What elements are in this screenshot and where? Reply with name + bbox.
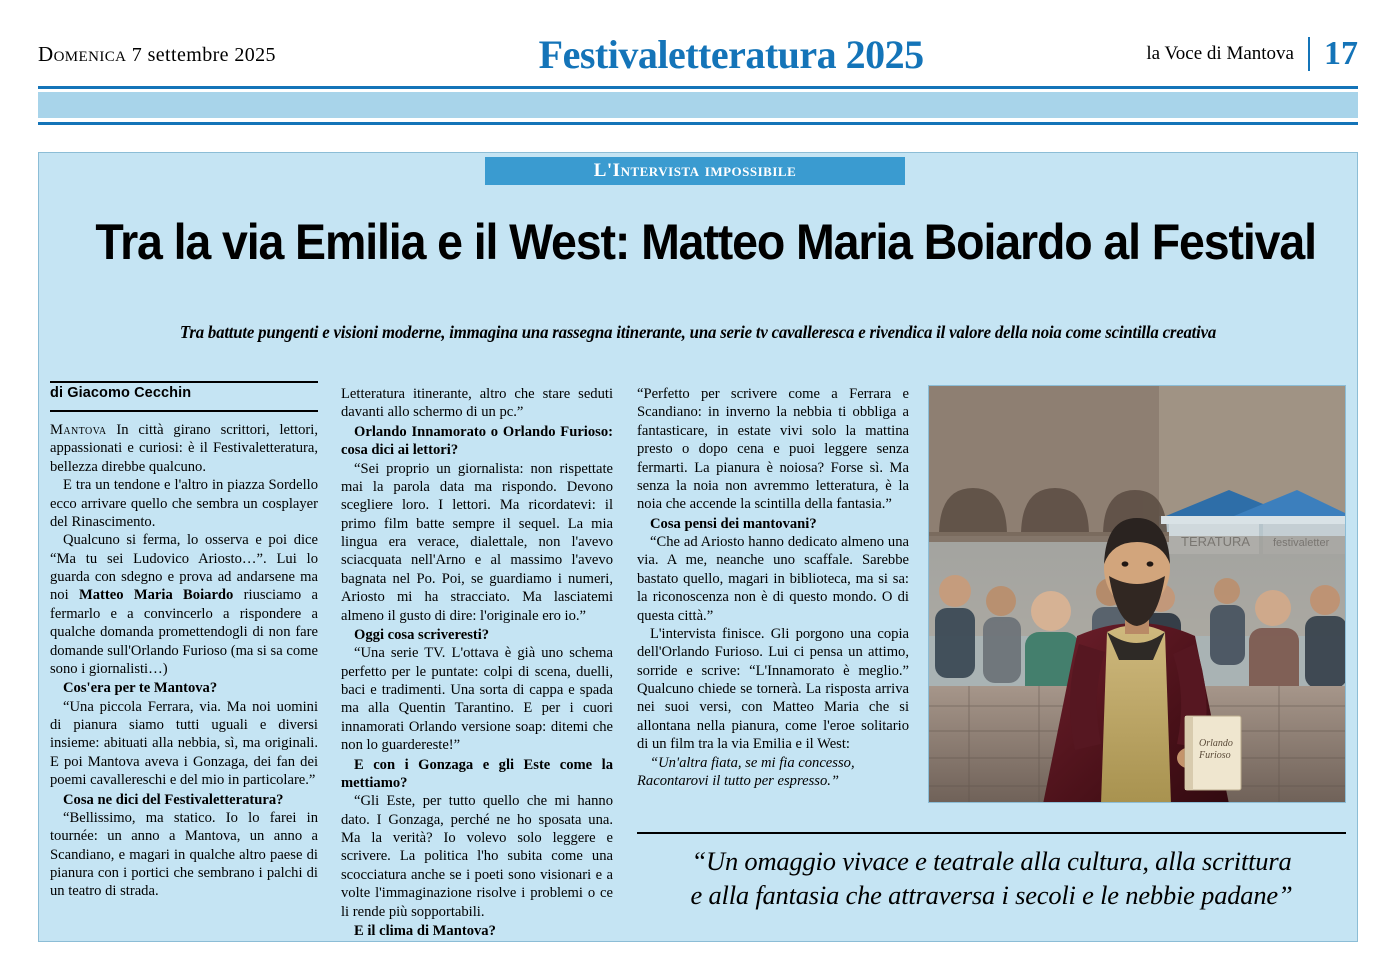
- question: E con i Gonzaga e gli Este come la mettiamo?: [341, 756, 613, 791]
- byline-rule-top: [50, 381, 318, 383]
- question: Orlando Innamorato o Orlando Furioso: cosa dici ai lettori?: [341, 423, 613, 459]
- answer: “Gli Este, per tutto quello che mi hanno dato. I Gonzaga, perché ne ho sposata una. Ma la verità? Io volevo solo leggere e scrivere. La politica l'ho subita come una scocciatura anche se i poeti sono visionari e a volte l'immaginazione risolve i problemi o ce li rende più sopportabili.: [341, 793, 613, 920]
- answer: “Una piccola Ferrara, via. Ma noi uomini di pianura siamo tutti uguali e diversi insieme: abituati alla nebbia, sì, ma originali. E poi Mantova aveva i Gonzaga, dei fan dei poemi cavallereschi e del mio in particolare.”: [50, 698, 318, 789]
- masthead-weekday: Domenica: [38, 41, 127, 66]
- article-headline: Tra la via Emilia e il West: Matteo Maria Boiardo al Festival: [95, 214, 1316, 270]
- masthead: [38, 24, 1358, 84]
- paragraph-text: In città girano scrittori, lettori, appassionati e curiosi: è il Festivaletteratura, bellezza direbbe qualcuno.: [50, 422, 318, 475]
- svg-text:Furioso: Furioso: [1199, 750, 1231, 761]
- pullquote-rule: [637, 832, 1346, 834]
- masthead-right: [1146, 35, 1358, 73]
- paragraph: E tra un tendone e l'altro in piazza Sordello ecco arrivare quello che sembra un cosplayer del Rinascimento.: [50, 477, 318, 530]
- page-number: 17: [1323, 35, 1358, 72]
- masthead-title: Festivaletteratura 2025: [538, 31, 924, 77]
- article-kicker: L'Intervista impossibile: [485, 157, 905, 185]
- photo-illustration: [929, 386, 1346, 803]
- paragraph: [50, 531, 318, 678]
- masthead-date: [38, 42, 276, 67]
- masthead-date-value: 7 settembre 2025: [131, 43, 276, 66]
- masthead-divider: [1308, 37, 1310, 71]
- question: Oggi cosa scriveresti?: [354, 626, 490, 643]
- book: [1185, 716, 1241, 790]
- answer: “Bellissimo, ma statico. Io lo farei in tournée: un anno a Mantova, un anno a Scandiano, e magari in qualche altro paese di pianura con i portici che sembrano i palchi di un teatro di strada.: [50, 809, 318, 900]
- paragraph: Letteratura itinerante, altro che stare seduti davanti allo schermo di un pc.”: [341, 386, 613, 421]
- masthead-rule-top: [38, 86, 1358, 89]
- article-subhead: Tra battute pungenti e visioni moderne, immagina una rassegna itinerante, una serie tv cavalleresca e rivendica il valore della noia come scintilla creativa: [179, 322, 1217, 342]
- paragraph-text: riusciamo a fermarlo e a convincerlo a rispondere a qualche domanda promettendogli di non fare domande sull'Orlando Furioso (ma si sa come sono i giornalisti…): [50, 587, 318, 677]
- paragraph: “Perfetto per scrivere come a Ferrara e Scandiano: in inverno la nebbia ti obbliga a fantasticare, in estate vivi solo la mattina presto o dopo cena e puoi leggere senza fermarti. La pianura è noiosa? Forse sì. Ma senza la noia non avremmo letteratura, è la noia che accende la scintilla della fantasia.”: [637, 386, 909, 513]
- subject-name: Matteo Maria Boiardo: [78, 587, 234, 604]
- svg-text:Orlando: Orlando: [1199, 738, 1233, 749]
- pullquote-line: e alla fantasia che attraversa i secoli e le nebbie padane”: [690, 879, 1293, 910]
- verse-line: “Un'altra fiata, se mi fia concesso,: [650, 754, 855, 771]
- answer: “Una serie TV. L'ottava è già uno schema perfetto per le puntate: colpi di scena, duelli, baci e tradimenti. Una sorta di cappa e spada ma alla Quentin Tarantino. E per i cuori innamorati Orlando versione soap: ditemi che non lo guardereste!”: [341, 645, 613, 754]
- article-column-2: [341, 385, 613, 940]
- pullquote-line: “Un omaggio vivace e teatrale alla cultura, alla scrittura: [691, 846, 1292, 876]
- question: Cos'era per te Mantova?: [63, 680, 218, 697]
- dateline: Mantova: [50, 422, 107, 438]
- masthead-band: [38, 92, 1358, 118]
- question: Cosa pensi dei mantovani?: [650, 515, 817, 532]
- article-photo: [928, 385, 1346, 803]
- article-column-1: [50, 421, 318, 901]
- answer: “Sei proprio un giornalista: non rispettate mai la parola data ma rispondo. Devono scegliere loro. I lettori. Ma ricordatevi: il primo film batte sempre il sequel. La mia lingua era verace, dialettale, non l'avevo sciacquata nell'Arno e al massimo l'avevo bagnata nel Po. Poi, se guardiamo i numeri, Ariosto mi ha stracciato. Ma lasciatemi almeno il gusto di dire: l'originale ero io.”: [341, 460, 613, 624]
- paragraph: [50, 421, 318, 476]
- answer: “Che ad Ariosto hanno dedicato almeno una via. A me, neanche uno scaffale. Sarebbe bastato quello, magari in biblioteca, ma si sa: la riconoscenza non è di questo mondo. O di questa città.”: [637, 534, 909, 624]
- article-byline: di Giacomo Cecchin: [50, 385, 192, 401]
- article-column-3: [637, 385, 909, 790]
- masthead-paper-name: la Voce di Mantova: [1146, 43, 1294, 64]
- verse-line: Racontarovi il tutto per espresso.”: [637, 772, 840, 789]
- article-pullquote: [637, 845, 1346, 913]
- question: Cosa ne dici del Festivaletteratura?: [63, 791, 284, 808]
- paragraph: L'intervista finisce. Gli porgono una copia dell'Orlando Furioso. Lui ci pensa un attimo, sorride e scrive: “L'Innamorato è meglio.” Qualcuno chiede se tornerà. La risposta arriva nei suoi versi, con Matteo Maria che si allontana nella pianura, come l'eroe solitario di un film tra la via Emilia e il West:: [637, 625, 909, 753]
- question: E il clima di Mantova?: [354, 922, 496, 939]
- paragraph-text: Qualcuno si ferma, lo osserva e poi dice “Ma tu sei Ludovico Ariosto…”. Lui lo guarda con sdegno e prova ad andarsene ma noi: [50, 532, 318, 604]
- byline-rule-bottom: [50, 410, 318, 412]
- masthead-rule-bottom: [38, 122, 1358, 125]
